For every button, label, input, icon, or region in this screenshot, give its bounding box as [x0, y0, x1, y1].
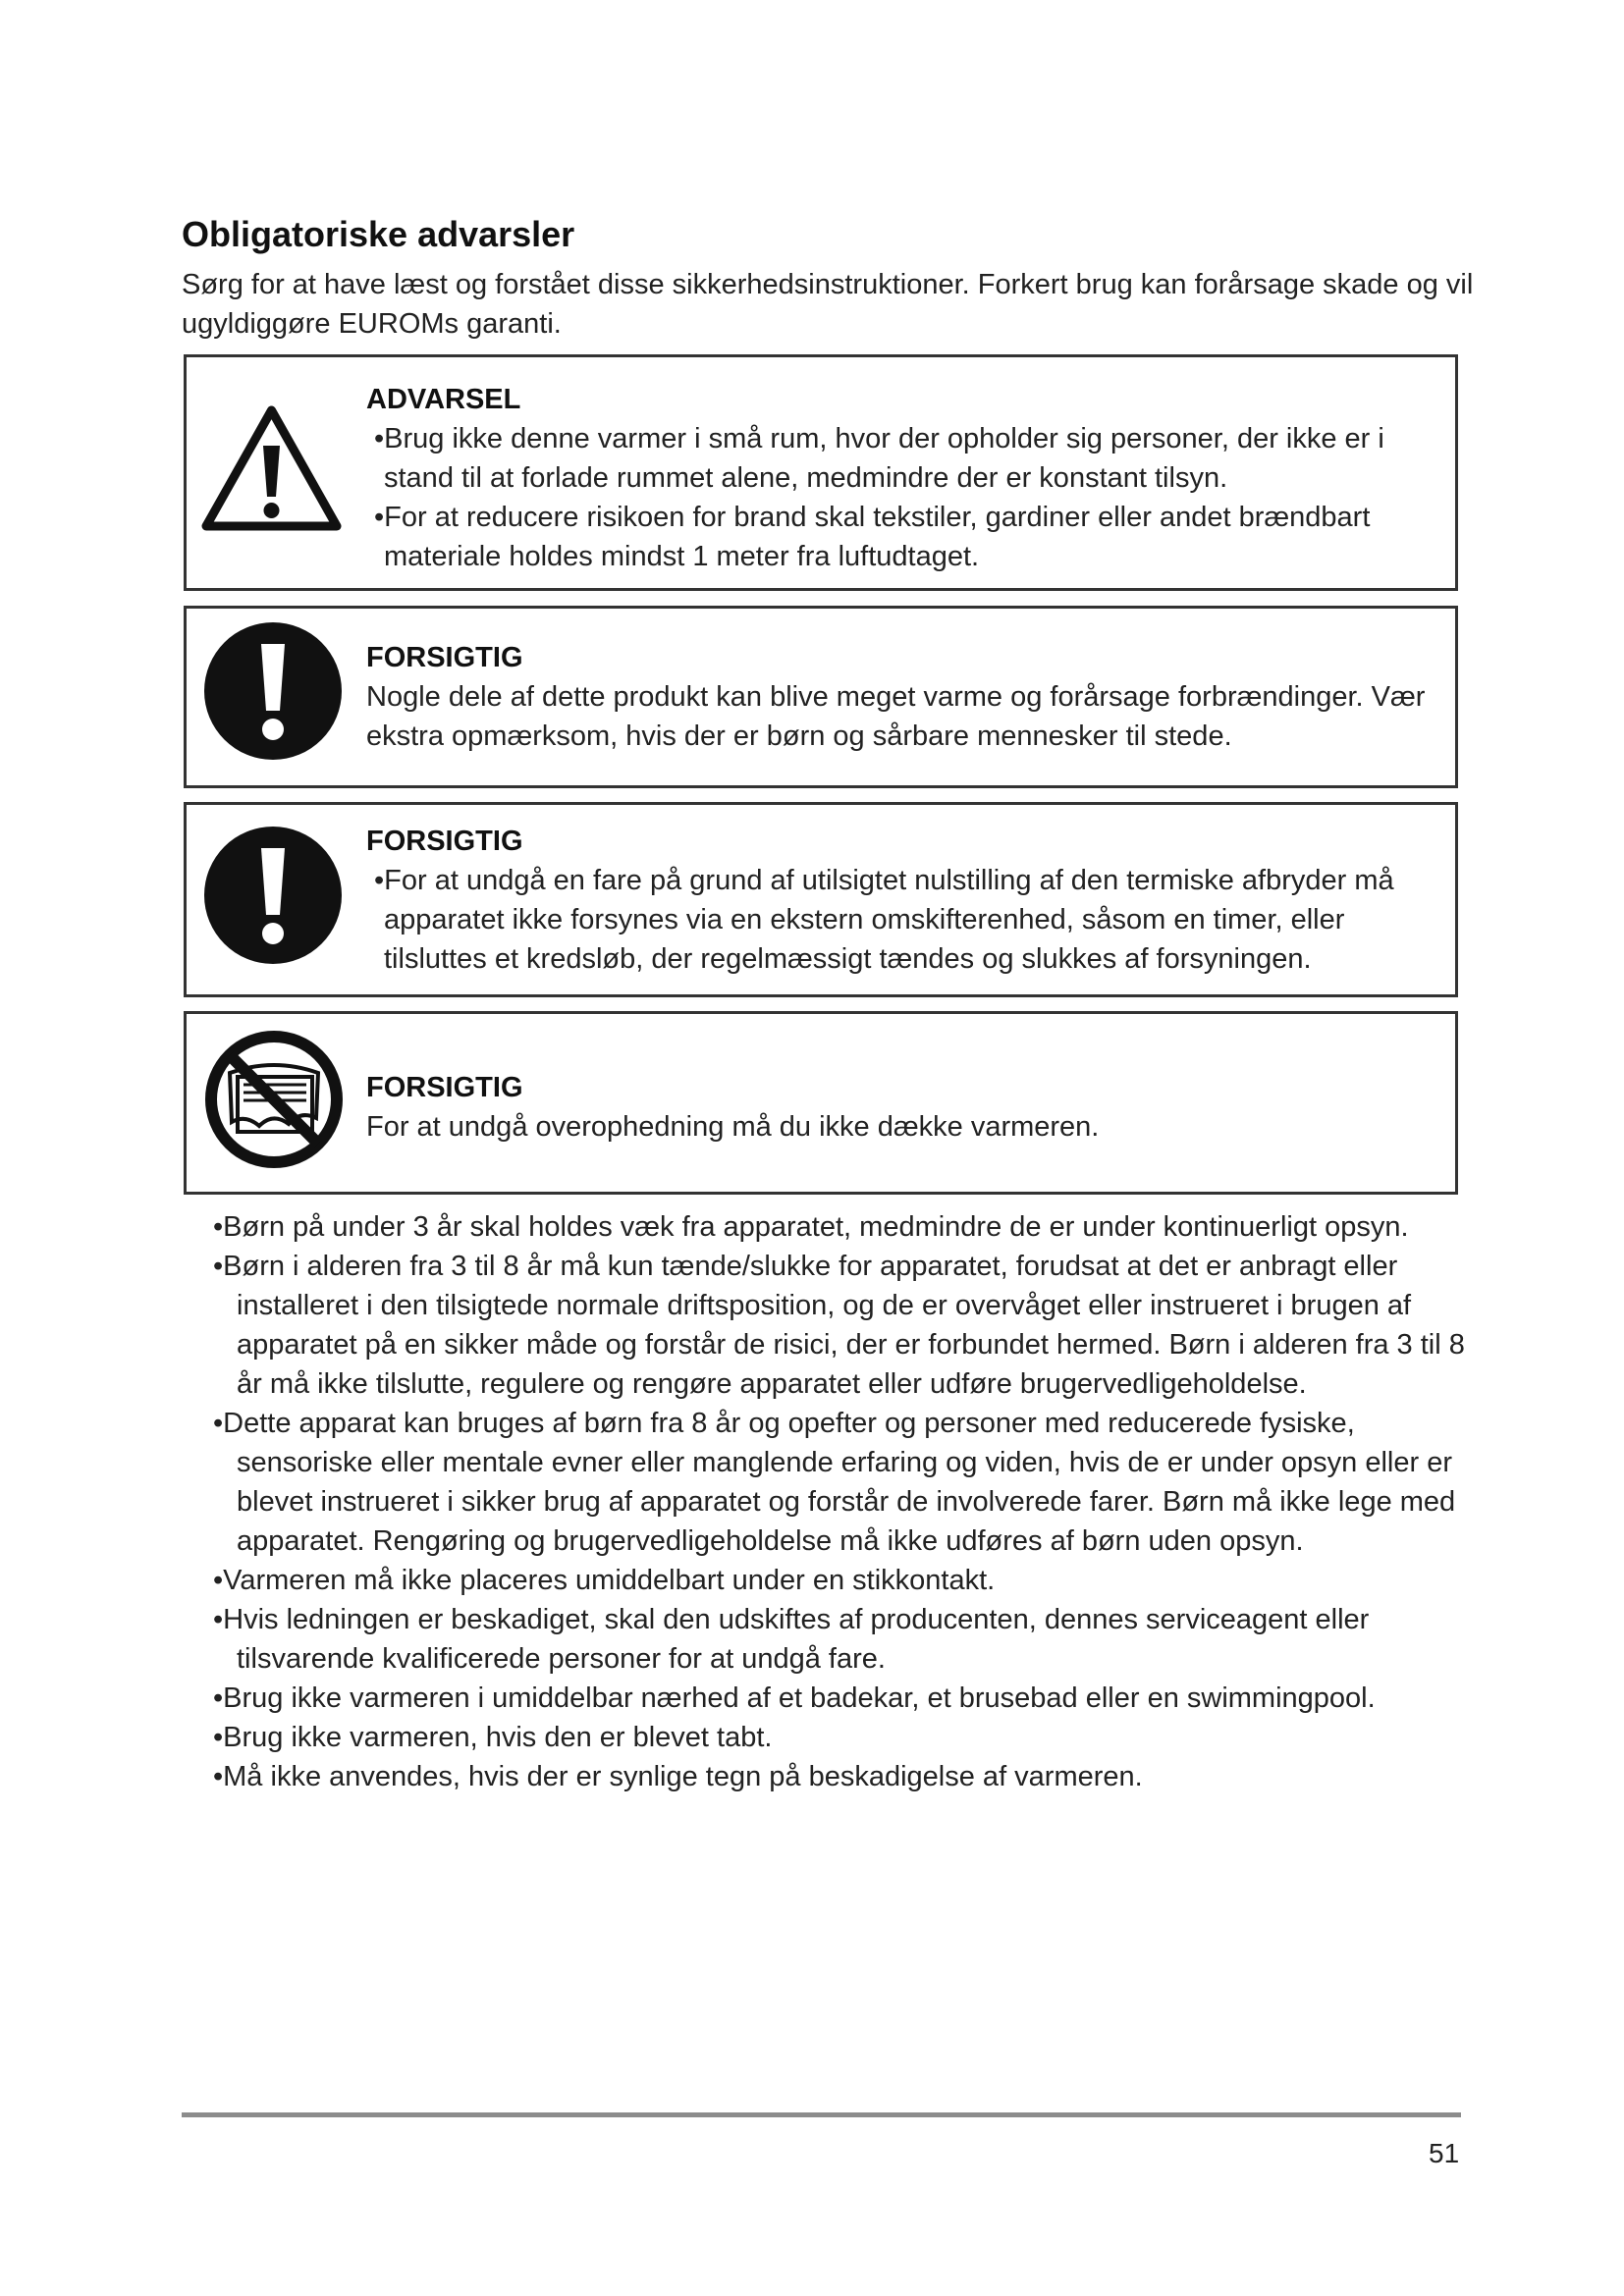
- page-title: Obligatoriske advarsler: [182, 214, 575, 254]
- box-heading: FORSIGTIG: [366, 642, 523, 673]
- list-item: •Børn i alderen fra 3 til 8 år må kun tænde/slukke for apparatet, forudsat at det er anbragt eller installeret i den tilsigtede normale driftsposition, og de er overvåget eller instrueret i brugen af apparatet på en sikker måde og forstår de risici, der er forbundet hermed. Børn i alderen fra 3 til 8 år må ikke tilslutte, regulere og rengøre apparatet eller udføre brugervedligeholdelse.: [213, 1251, 1465, 1400]
- caution-box: [184, 802, 1458, 997]
- warning-triangle-icon: [200, 404, 343, 537]
- box-line: •For at undgå en fare på grund af utilsigtet nulstilling af den termiske afbryder må apparatet ikke forsynes via en ekstern omskifterenhed, såsom en timer, eller tilsluttes et kredsløb, der regelmæssigt tændes og slukkes af forsyningen.: [374, 865, 1394, 975]
- box-heading: FORSIGTIG: [366, 826, 523, 857]
- list-item: •Børn på under 3 år skal holdes væk fra apparatet, medmindre de er under kontinuerligt opsyn.: [213, 1211, 1409, 1243]
- caution-box: [184, 1011, 1458, 1195]
- list-item: •Brug ikke varmeren, hvis den er blevet tabt.: [213, 1722, 773, 1753]
- safety-bullet-list: [211, 1207, 1478, 1796]
- list-item: •Må ikke anvendes, hvis der er synlige tegn på beskadigelse af varmeren.: [213, 1761, 1143, 1792]
- box-line: •Brug ikke denne varmer i små rum, hvor der opholder sig personer, der ikke er i stand til at forlade rummet alene, medmindre der er konstant tilsyn.: [374, 423, 1384, 494]
- do-not-cover-icon: [202, 1028, 346, 1176]
- box-line: •For at reducere risikoen for brand skal tekstiler, gardiner eller andet brændbart materiale holdes mindst 1 meter fra luftudtaget.: [374, 502, 1371, 572]
- exclamation-circle-icon: [202, 825, 344, 971]
- list-item: •Hvis ledningen er beskadiget, skal den udskiftes af producenten, dennes serviceagent eller tilsvarende kvalificerede personer for at undgå fare.: [213, 1604, 1370, 1675]
- list-item: •Dette apparat kan bruges af børn fra 8 år og opefter og personer med reducerede fysiske, sensoriske eller mentale evner eller manglende erfaring og viden, hvis de er under opsyn eller er blevet instrueret i sikker brug af apparatet og forstår de involverede farer. Børn må ikke lege med apparatet. Rengøring og brugervedligeholdelse må ikke udføres af børn uden opsyn.: [213, 1408, 1456, 1557]
- page-number: 51: [1429, 2138, 1460, 2168]
- box-heading: ADVARSEL: [366, 384, 521, 415]
- footer-divider: [182, 2112, 1461, 2117]
- warning-box: [184, 354, 1458, 591]
- caution-box: [184, 606, 1458, 788]
- box-line: Nogle dele af dette produkt kan blive meget varme og forårsage forbrændinger. Vær ekstra opmærksom, hvis der er børn og sårbare mennesker til stede.: [366, 681, 1426, 752]
- list-item: •Varmeren må ikke placeres umiddelbart under en stikkontakt.: [213, 1565, 996, 1596]
- box-heading: FORSIGTIG: [366, 1072, 523, 1103]
- box-line: For at undgå overophedning må du ikke dække varmeren.: [366, 1111, 1100, 1143]
- exclamation-circle-icon: [202, 620, 344, 767]
- intro-paragraph: Sørg for at have læst og forstået disse sikkerhedsinstruktioner. Forkert brug kan forårsage skade og vil ugyldiggøre EUROMs garanti.: [182, 269, 1474, 340]
- list-item: •Brug ikke varmeren i umiddelbar nærhed af et badekar, et brusebad eller en swimmingpool.: [213, 1682, 1376, 1714]
